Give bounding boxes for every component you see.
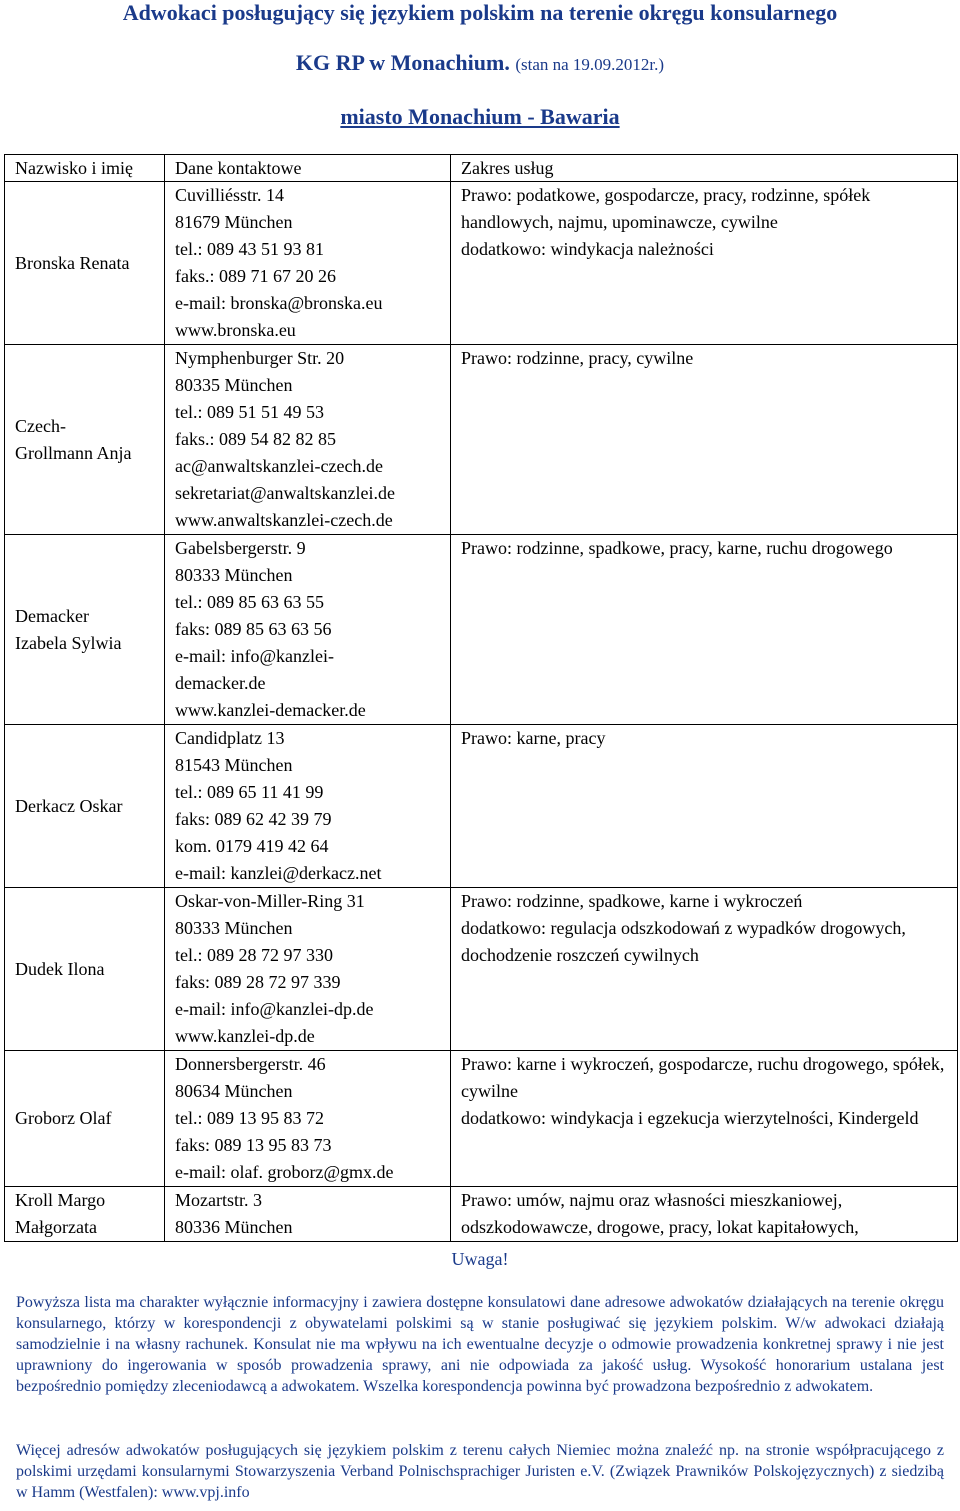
- contact-line: www.bronska.eu: [175, 320, 296, 340]
- name-line: Czech-: [15, 415, 66, 436]
- services-line: Prawo: karne i wykroczeń, gospodarcze, ruchu drogowego, spółek, cywilne: [461, 1054, 945, 1101]
- contact-cell: [165, 535, 451, 725]
- contact-line: sekretariat@anwaltskanzlei.de: [175, 483, 395, 503]
- city-heading-text: miasto Monachium - Bawaria: [340, 104, 620, 129]
- name-line: Dudek Ilona: [15, 958, 105, 979]
- contact-line: Cuvilliésstr. 14: [175, 185, 285, 205]
- consulate-name: KG RP w Monachium.: [295, 50, 510, 75]
- services-line: Prawo: umów, najmu oraz własności mieszkaniowej, odszkodowawcze, drogowe, pracy, lokat kapitałowych,: [461, 1190, 859, 1237]
- contact-line: faks.: 089 71 67 20 26: [175, 266, 336, 286]
- contact-cell: [165, 888, 451, 1051]
- contact-line: tel.: 089 13 95 83 72: [175, 1108, 324, 1128]
- services-cell: [451, 535, 958, 725]
- contact-line: www.kanzlei-demacker.de: [175, 700, 366, 720]
- services-line: dodatkowo: windykacja należności: [461, 239, 714, 259]
- lawyer-name-cell: [5, 1051, 165, 1187]
- contact-line: faks: 089 13 95 83 73: [175, 1135, 332, 1155]
- column-header-services: Zakres usług: [451, 155, 958, 182]
- column-header-name: Nazwisko i imię: [5, 155, 165, 182]
- lawyer-name-cell: [5, 725, 165, 888]
- contact-line: Donnersbergerstr. 46: [175, 1054, 326, 1074]
- table-row: [5, 535, 958, 725]
- contact-cell: [165, 1051, 451, 1187]
- name-line: Izabela Sylwia: [15, 632, 122, 653]
- services-line: dodatkowo: windykacja i egzekucja wierzytelności, Kindergeld: [461, 1108, 919, 1128]
- disclaimer-paragraph: Powyższa lista ma charakter wyłącznie informacyjny i zawiera dostępne konsulatowi dane adresowe adwokatów działających na terenie okręgu konsularnego, którzy w korespondencji z obywatelami polskimi są w stanie posługiwać się językiem polskim. W/w adwokaci działają samodzielnie i na własny rachunek. Konsulat nie ma wpływu na ich ewentualne decyzje o odmowie prowadzenia konkretnej sprawy i nie jest uprawniony do ingerowania w sposób prowadzenia sprawy, ani nie odpowiada za jakość usług. Wysokość honorarium ustalana jest bezpośrednio pomiędzy zleceniodawcą a adwokatem. Wszelka korespondencja powinna być prowadzona bezpośrednio z adwokatem.: [16, 1294, 944, 1395]
- services-line: Prawo: podatkowe, gospodarcze, pracy, rodzinne, spółek handlowych, najmu, upominawcze, cywilne: [461, 185, 871, 232]
- contact-line: www.kanzlei-dp.de: [175, 1026, 315, 1046]
- services-cell: [451, 1051, 958, 1187]
- page-title: Adwokaci posługujący się językiem polskim na terenie okręgu konsularnego: [122, 0, 838, 25]
- lawyer-name-cell: [5, 535, 165, 725]
- services-line: Prawo: karne, pracy: [461, 728, 606, 748]
- lawyer-name-cell: [5, 182, 165, 345]
- contact-line: 80335 München: [175, 375, 293, 395]
- contact-line: Candidplatz 13: [175, 728, 285, 748]
- table-row: [5, 1187, 958, 1242]
- contact-line: demacker.de: [175, 673, 266, 693]
- contact-line: 81543 München: [175, 755, 293, 775]
- contact-line: 80634 München: [175, 1081, 293, 1101]
- services-line: dodatkowo: regulacja odszkodowań z wypadków drogowych, dochodzenie roszczeń cywilnych: [461, 918, 906, 965]
- contact-line: tel.: 089 43 51 93 81: [175, 239, 324, 259]
- contact-line: www.anwaltskanzlei-czech.de: [175, 510, 393, 530]
- contact-line: 80336 München: [175, 1217, 293, 1237]
- contact-cell: [165, 345, 451, 535]
- services-cell: [451, 1187, 958, 1242]
- contact-line: kom. 0179 419 42 64: [175, 836, 329, 856]
- services-cell: [451, 182, 958, 345]
- contact-line: 81679 München: [175, 212, 293, 232]
- contact-line: faks: 089 62 42 39 79: [175, 809, 332, 829]
- name-line: Groborz Olaf: [15, 1108, 112, 1128]
- table-row: [5, 888, 958, 1051]
- column-header-contact: Dane kontaktowe: [165, 155, 451, 182]
- contact-line: Gabelsbergerstr. 9: [175, 538, 306, 558]
- services-line: Prawo: rodzinne, spadkowe, pracy, karne, ruchu drogowego: [461, 538, 893, 558]
- contact-line: ac@anwaltskanzlei-czech.de: [175, 456, 383, 476]
- lawyers-table: [4, 154, 958, 1242]
- contact-line: tel.: 089 51 51 49 53: [175, 402, 324, 422]
- contact-line: e-mail: info@kanzlei-dp.de: [175, 999, 374, 1019]
- contact-line: Nymphenburger Str. 20: [175, 348, 345, 368]
- name-line: Kroll Margo: [15, 1190, 106, 1210]
- contact-cell: [165, 725, 451, 888]
- services-cell: [451, 888, 958, 1051]
- name-line: Grollmann Anja: [15, 442, 132, 463]
- table-header-row: [5, 155, 958, 182]
- services-cell: [451, 345, 958, 535]
- contact-line: tel.: 089 65 11 41 99: [175, 782, 324, 802]
- services-line: Prawo: rodzinne, spadkowe, karne i wykroczeń: [461, 891, 803, 911]
- contact-line: e-mail: olaf. groborz@gmx.de: [175, 1162, 394, 1182]
- name-line: Bronska Renata: [15, 252, 130, 273]
- contact-line: 80333 München: [175, 565, 293, 585]
- lawyer-name-cell: [5, 1187, 165, 1242]
- table-row: [5, 1051, 958, 1187]
- contact-cell: [165, 1187, 451, 1242]
- name-line: Demacker: [15, 605, 89, 626]
- contact-line: faks.: 089 54 82 82 85: [175, 429, 336, 449]
- contact-line: e-mail: bronska@bronska.eu: [175, 293, 383, 313]
- name-line: Derkacz Oskar: [15, 795, 123, 816]
- city-heading: [0, 104, 960, 130]
- page-subtitle: [0, 50, 960, 78]
- contact-line: tel.: 089 85 63 63 55: [175, 592, 324, 612]
- table-row: [5, 182, 958, 345]
- lawyer-name-cell: [5, 888, 165, 1051]
- contact-line: Mozartstr. 3: [175, 1190, 262, 1210]
- status-date: (stan na 19.09.2012r.): [515, 55, 665, 74]
- table-body: [5, 182, 958, 1242]
- contact-line: 80333 München: [175, 918, 293, 938]
- services-line: Prawo: rodzinne, pracy, cywilne: [461, 348, 694, 368]
- contact-cell: [165, 182, 451, 345]
- contact-line: faks: 089 28 72 97 339: [175, 972, 341, 992]
- contact-line: faks: 089 85 63 63 56: [175, 619, 332, 639]
- lawyer-name-cell: [5, 345, 165, 535]
- contact-line: e-mail: kanzlei@derkacz.net: [175, 863, 382, 883]
- more-info-paragraph: Więcej adresów adwokatów posługujących się językiem polskim z terenu całych Niemiec można znaleźć np. na stronie współpracującego z polskimi urzędami konsularnymi Stowarzyszenia Verband Polnischsprachiger Juristen e.V. (Związek Prawników Polskojęzycznych) z siedzibą w Hamm (Westfalen): www.vpj.info: [16, 1442, 944, 1501]
- name-line: Małgorzata: [15, 1217, 97, 1237]
- contact-line: tel.: 089 28 72 97 330: [175, 945, 333, 965]
- warning-label: Uwaga!: [451, 1249, 509, 1269]
- table-row: [5, 345, 958, 535]
- table-row: [5, 725, 958, 888]
- services-cell: [451, 725, 958, 888]
- contact-line: Oskar-von-Miller-Ring 31: [175, 891, 365, 911]
- contact-line: e-mail: info@kanzlei-: [175, 646, 335, 666]
